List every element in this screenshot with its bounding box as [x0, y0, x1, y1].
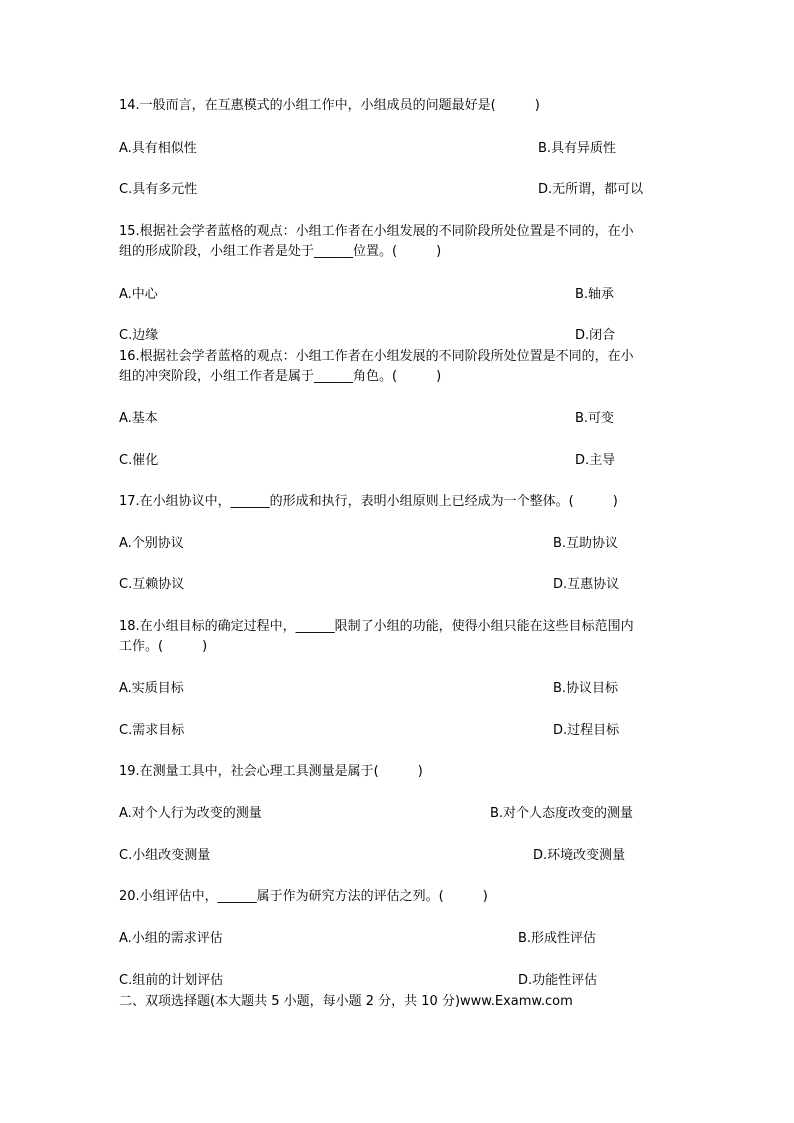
question-20-option-b: B.形成性评估 — [518, 931, 597, 946]
question-17-option-a: A.个别协议 — [119, 536, 184, 551]
question-20-option-a: A.小组的需求评估 — [119, 931, 223, 946]
question-17-option-c: C.互赖协议 — [119, 577, 185, 592]
question-20-option-c: C.组前的计划评估 — [119, 973, 224, 988]
question-18-option-d: D.过程目标 — [553, 723, 620, 738]
question-16-option-c: C.催化 — [119, 453, 159, 468]
question-14-stem: 14.一般而言，在互惠模式的小组工作中，小组成员的问题最好是( ) — [119, 98, 540, 113]
question-18-option-b: B.协议目标 — [553, 681, 619, 696]
question-17-stem: 17.在小组协议中，______的形成和执行，表明小组原则上已经成为一个整体。( ) — [119, 494, 618, 509]
question-15-option-c: C.边缘 — [119, 328, 159, 343]
question-20-stem: 20.小组评估中，______属于作为研究方法的评估之列。( ) — [119, 889, 488, 904]
question-18-stem-line1: 18.在小组目标的确定过程中，______限制了小组的功能，使得小组只能在这些目标范围内 — [119, 619, 634, 634]
section-heading: 二、双项选择题(本大题共 5 小题，每小题 2 分，共 10 分)www.Examw.com — [119, 994, 573, 1009]
question-19-stem: 19.在测量工具中，社会心理工具测量是属于( ) — [119, 764, 423, 779]
question-18-option-a: A.实质目标 — [119, 681, 184, 696]
question-18-stem-line2: 工作。( ) — [119, 639, 208, 654]
question-16-stem-line1: 16.根据社会学者蓝格的观点：小组工作者在小组发展的不同阶段所处位置是不同的，在小 — [119, 349, 634, 364]
question-15-option-d: D.闭合 — [575, 328, 616, 343]
question-14-option-d: D.无所谓，都可以 — [538, 182, 644, 197]
question-15-stem-line1: 15.根据社会学者蓝格的观点：小组工作者在小组发展的不同阶段所处位置是不同的，在小 — [119, 224, 634, 239]
question-16-option-a: A.基本 — [119, 411, 158, 426]
question-17-option-b: B.互助协议 — [553, 536, 619, 551]
question-19-option-b: B.对个人态度改变的测量 — [490, 806, 634, 821]
question-19-option-d: D.环境改变测量 — [533, 848, 626, 863]
question-15-stem-line2: 组的形成阶段，小组工作者是处于______位置。( ) — [119, 244, 442, 259]
question-16-stem-line2: 组的冲突阶段，小组工作者是属于______角色。( ) — [119, 369, 442, 384]
question-15-option-a: A.中心 — [119, 287, 158, 302]
question-19-option-c: C.小组改变测量 — [119, 848, 211, 863]
question-18-option-c: C.需求目标 — [119, 723, 185, 738]
question-16-option-b: B.可变 — [575, 411, 615, 426]
question-16-option-d: D.主导 — [575, 453, 616, 468]
question-15-option-b: B.轴承 — [575, 287, 615, 302]
question-20-option-d: D.功能性评估 — [518, 973, 598, 988]
question-19-option-a: A.对个人行为改变的测量 — [119, 806, 262, 821]
question-14-option-c: C.具有多元性 — [119, 182, 198, 197]
question-17-option-d: D.互惠协议 — [553, 577, 620, 592]
question-14-option-b: B.具有异质性 — [538, 141, 617, 156]
question-14-option-a: A.具有相似性 — [119, 141, 197, 156]
